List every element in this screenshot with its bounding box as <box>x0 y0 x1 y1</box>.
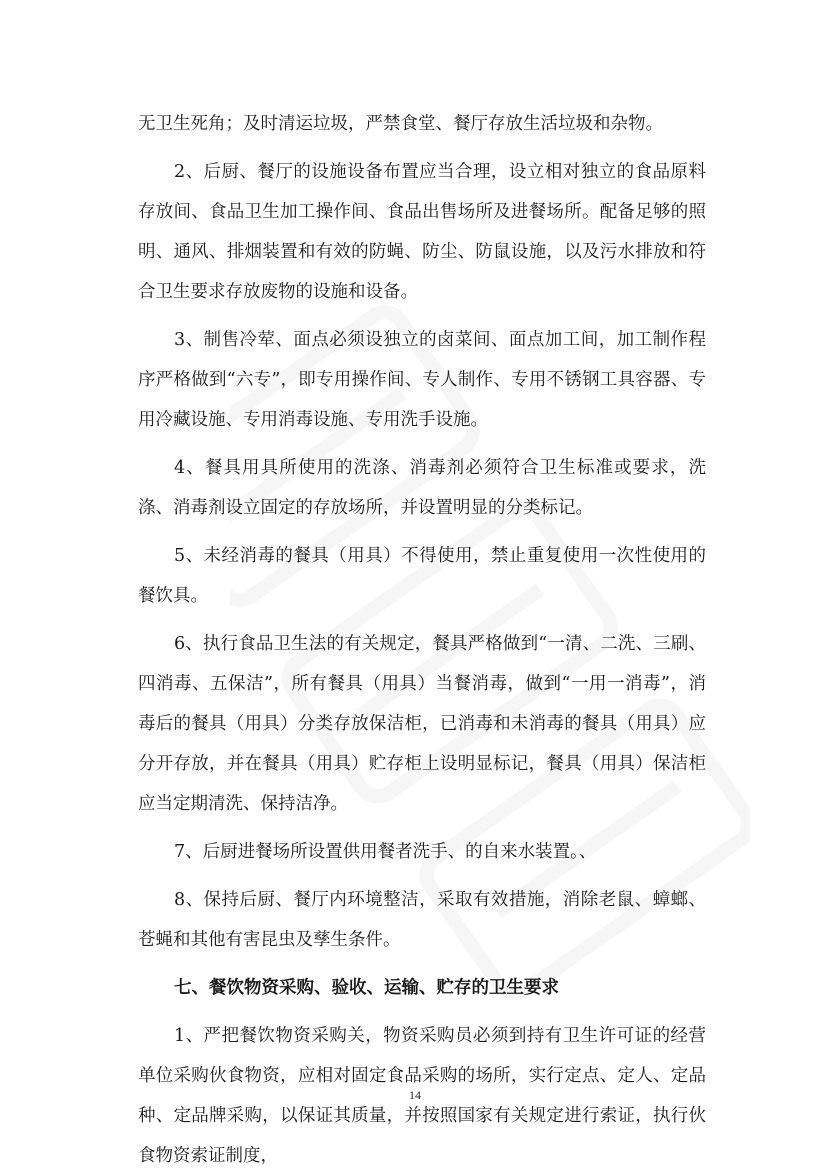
section-heading: 七、餐饮物资采购、验收、运输、贮存的卫生要求 <box>174 978 559 998</box>
paragraph-item-7: 7、后厨进餐场所设置供用餐者洗手、的自来水装置。、 <box>174 842 597 862</box>
paragraph-item-3: 3、制售冷荤、面点必须设独立的卤菜间、面点加工间，加工制作程序严格做到“六专”，即专用操作间、专人制作、专用不锈钢工具容器、专用冷藏设施、专用消毒设施、专用洗手设施。 <box>138 330 706 430</box>
paragraph-continued: 无卫生死角；及时清运垃圾，严禁食堂、餐厅存放生活垃圾和杂物。 <box>138 114 663 134</box>
paragraph-item-8: 8、保持后厨、餐厅内环境整洁，采取有效措施，消除老鼠、蟑螂、苍蝇和其他有害昆虫及孳生条件。 <box>138 890 706 950</box>
section-paragraph-item-1: 1、严把餐饮物资采购关，物资采购员必须到持有卫生许可证的经营单位采购伙食物资，应相对固定食品采购的场所，实行定点、定人、定品种、定品牌采购，以保证其质量，并按照国家有关规定进行索证，执行伙食物资索证制度， <box>138 1026 706 1166</box>
paragraph-item-6: 6、执行食品卫生法的有关规定，餐具严格做到“一清、二洗、三刷、四消毒、五保洁”，所有餐具（用具）当餐消毒，做到“一用一消毒”，消毒后的餐具（用具）分类存放保洁柜，已消毒和未消毒的餐具（用具）应分开存放，并在餐具（用具）贮存柜上设明显标记，餐具（用具）保洁柜应当定期清洗、保持洁净。 <box>138 634 706 814</box>
paragraph-item-4: 4、餐具用具所使用的洗涤、消毒剂必须符合卫生标准或要求，洗涤、消毒剂设立固定的存放场所，并设置明显的分类标记。 <box>138 458 706 518</box>
page-number: 14 <box>409 1088 421 1102</box>
document-body <box>138 104 706 1174</box>
paragraph-item-2: 2、后厨、餐厅的设施设备布置应当合理，设立相对独立的食品原料存放间、食品卫生加工操作间、食品出售场所及进餐场所。配备足够的照明、通风、排烟装置和有效的防蝇、防尘、防鼠设施，以及污水排放和符合卫生要求存放废物的设施和设备。 <box>138 162 706 302</box>
paragraph-item-5: 5、未经消毒的餐具（用具）不得使用，禁止重复使用一次性使用的餐饮具。 <box>138 546 706 606</box>
